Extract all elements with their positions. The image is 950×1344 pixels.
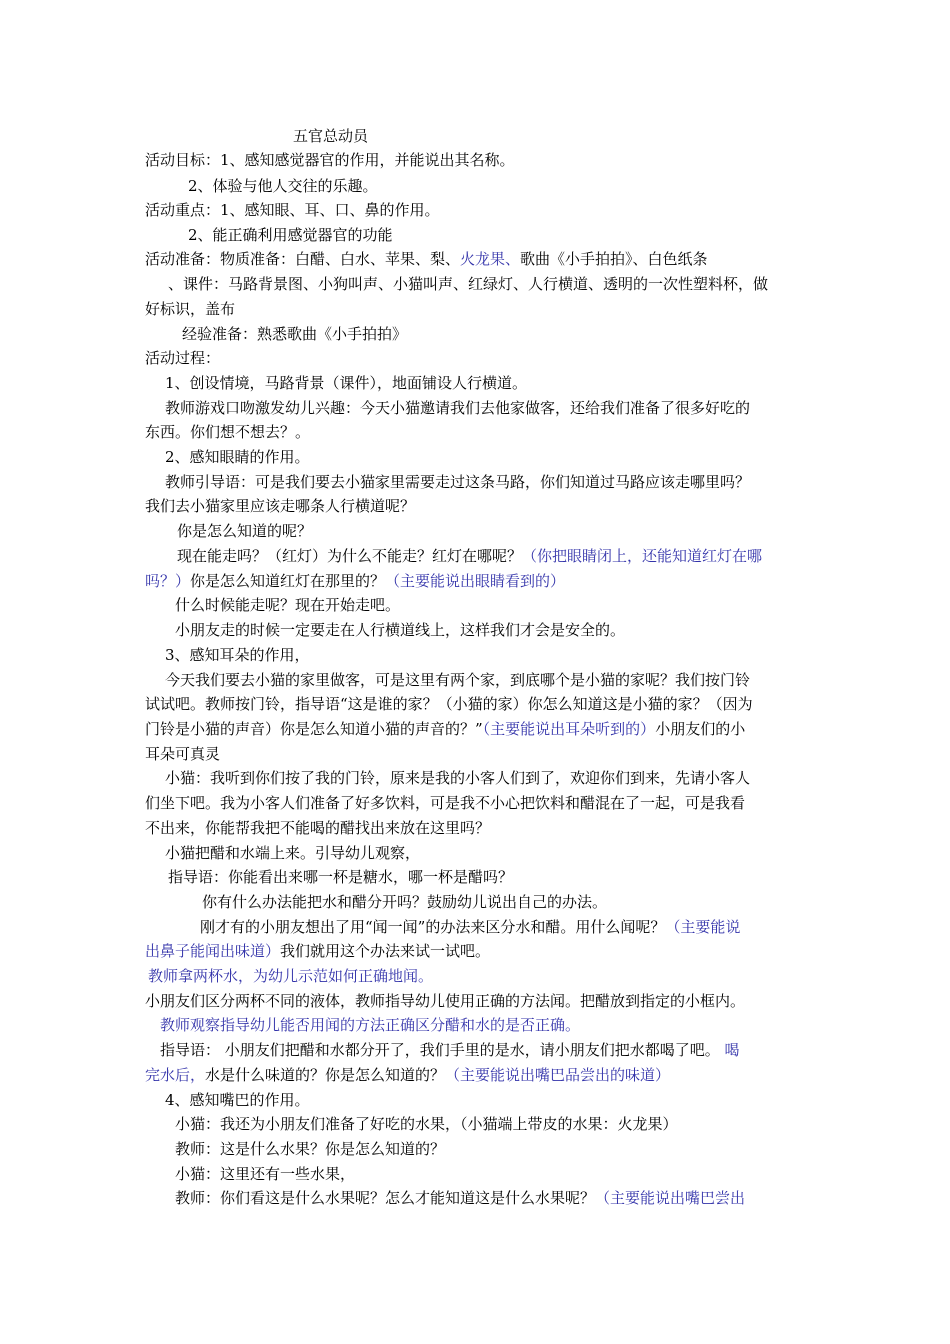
text-segment: 教师：这是什么水果？你是怎么知道的？ [175, 1140, 446, 1158]
highlighted-text: （主要能说 [665, 918, 741, 936]
document-title: 五官总动员 [293, 127, 369, 145]
text-segment: 活动准备：物质准备：白醋、白水、苹果、梨、 [145, 250, 461, 268]
text-segment: 2、感知眼睛的作用。 [165, 448, 310, 466]
text-line [177, 546, 762, 566]
text-line [182, 324, 407, 344]
text-segment: 活动重点：1、感知眼、耳、口、鼻的作用。 [145, 201, 440, 219]
text-line [145, 818, 490, 838]
text-segment: 经验准备：熟悉歌曲《小手拍拍》 [182, 325, 408, 343]
text-segment: 今天我们要去小猫的家里做客，可是这里有两个家，到底哪个是小猫的家呢？我们按门铃 [165, 671, 751, 689]
text-segment: 小朋友走的时候一定要走在人行横道线上，这样我们才会是安全的。 [175, 621, 626, 639]
highlighted-text: 教师观察指导幼儿能否用闻的方法正确区分醋和水的是否正确。 [160, 1016, 581, 1034]
text-line [175, 1139, 445, 1159]
text-segment: 1、创设情境，马路背景（课件），地面铺设人行横道。 [165, 374, 528, 392]
text-line [165, 1090, 310, 1110]
highlighted-text: （主要能说出眼睛看到的） [385, 572, 566, 590]
highlighted-text: 吗？） [145, 572, 191, 590]
text-segment: 教师游戏口吻激发幼儿兴趣：今天小猫邀请我们去他家做客，还给我们准备了很多好吃的 [165, 399, 751, 417]
text-segment: 2、体验与他人交往的乐趣。 [188, 177, 378, 195]
text-segment: 小朋友们区分两杯不同的液体，教师指导幼儿使用正确的方法闻。把醋放到指定的小框内。 [145, 992, 746, 1010]
text-line [148, 966, 433, 986]
text-line [165, 472, 750, 492]
text-line [145, 150, 515, 170]
text-segment: 活动目标：1、感知感觉器官的作用，并能说出其名称。 [145, 151, 515, 169]
text-segment: 门铃是小猫的声音）你是怎么知道小猫的声音的？” [145, 720, 483, 738]
highlighted-text: （主要能说出嘴巴尝出 [595, 1189, 746, 1207]
text-line [145, 694, 753, 714]
text-segment: 东西。你们想不想去？。 [145, 423, 311, 441]
text-segment: 活动过程： [145, 349, 221, 367]
text-line [145, 299, 235, 319]
text-line [165, 768, 750, 788]
text-line [175, 595, 400, 615]
text-line [200, 917, 740, 937]
text-segment: 教师引导语：可是我们要去小猫家里需要走过这条马路，你们知道过马路应该走哪里吗？ [165, 473, 751, 491]
text-line [165, 645, 310, 665]
text-segment: 2、能正确利用感觉器官的功能 [188, 226, 393, 244]
text-segment: 指导语：你能看出来哪一杯是糖水，哪一杯是醋吗？ [168, 868, 514, 886]
highlighted-text: 火龙果、 [460, 250, 521, 268]
text-line [202, 892, 607, 912]
highlighted-text: 教师拿两杯水，为幼儿示范如何正确地闻。 [148, 967, 434, 985]
text-segment: 什么时候能走呢？现在开始走吧。 [175, 596, 401, 614]
text-line [165, 373, 527, 393]
text-segment: 小猫把醋和水端上来。引导幼儿观察， [165, 844, 421, 862]
text-segment: 、课件：马路背景图、小狗叫声、小猫叫声、红绿灯、人行横道、透明的一次性塑料杯，做 [168, 275, 769, 293]
text-segment: 3、感知耳朵的作用， [165, 646, 310, 664]
highlighted-text: （主要能说出耳朵听到的） [482, 720, 656, 738]
text-line [145, 941, 490, 961]
text-segment: 耳朵可真灵 [145, 745, 221, 763]
text-line [175, 620, 625, 640]
text-line [188, 176, 378, 196]
text-segment: 教师：你们看这是什么水果呢？怎么才能知道这是什么水果呢？ [175, 1189, 596, 1207]
text-segment: 现在能走吗？（红灯）为什么不能走？红灯在哪呢？ [177, 547, 523, 565]
text-segment: 我们去小猫家里应该走哪条人行横道呢？ [145, 497, 416, 515]
text-line [145, 744, 220, 764]
text-line [160, 1040, 740, 1060]
text-segment: 小猫：我还为小朋友们准备了好吃的水果，（小猫端上带皮的水果：火龙果） [175, 1115, 678, 1133]
text-segment: 好标识，盖布 [145, 300, 236, 318]
text-line [145, 348, 220, 368]
text-line [145, 1065, 670, 1085]
text-line [188, 225, 393, 245]
text-line [165, 398, 750, 418]
text-segment: 不出来，你能帮我把不能喝的醋找出来放在这里吗？ [145, 819, 491, 837]
text-segment: 你是怎么知道红灯在那里的？ [190, 572, 386, 590]
highlighted-text: （你把眼睛闭上，还能知道红灯在哪 [522, 547, 763, 565]
text-line [145, 991, 745, 1011]
text-line [145, 793, 745, 813]
text-segment: 试试吧。教师按门铃，指导语“这是谁的家？（小猫的家）你怎么知道这是小猫的家？（因为 [145, 695, 753, 713]
text-line [145, 200, 440, 220]
text-segment: 指导语： 小朋友们把醋和水都分开了，我们手里的是水，请小朋友们把水都喝了吧。 [160, 1041, 725, 1059]
text-line [165, 670, 750, 690]
text-line [160, 1015, 580, 1035]
text-line [175, 1164, 355, 1184]
text-line [175, 1188, 745, 1208]
text-line [175, 1114, 678, 1134]
highlighted-text: 喝 [724, 1041, 740, 1059]
highlighted-text: 完水后， [145, 1066, 206, 1084]
text-segment: 小猫：我听到你们按了我的门铃，原来是我的小客人们到了，欢迎你们到来，先请小客人 [165, 769, 751, 787]
text-segment: 我们就用这个办法来试一试吧。 [280, 942, 491, 960]
text-segment: 歌曲《小手拍拍》、白色纸条 [520, 250, 708, 268]
highlighted-text: 出鼻子能闻出味道） [145, 942, 281, 960]
text-segment: 小猫：这里还有一些水果， [175, 1165, 356, 1183]
text-line [177, 521, 312, 541]
text-line [145, 571, 565, 591]
text-segment: 4、感知嘴巴的作用。 [165, 1091, 310, 1109]
text-segment: 们坐下吧。我为小客人们准备了好多饮料，可是我不小心把饮料和醋混在了一起，可是我看 [145, 794, 746, 812]
text-segment: 刚才有的小朋友想出了用“闻一闻”的办法来区分水和醋。用什么闻呢？ [200, 918, 666, 936]
text-line [168, 867, 513, 887]
text-segment: 你有什么办法能把水和醋分开吗？鼓励幼儿说出自己的办法。 [202, 893, 608, 911]
text-segment: 小朋友们的小 [655, 720, 746, 738]
text-segment: 水是什么味道的？你是怎么知道的？ [205, 1066, 446, 1084]
text-line [145, 719, 745, 739]
text-line [165, 447, 310, 467]
highlighted-text: （主要能说出嘴巴品尝出的味道） [445, 1066, 671, 1084]
text-line [145, 422, 310, 442]
text-line [165, 843, 420, 863]
text-line [145, 249, 708, 269]
text-line [145, 496, 415, 516]
text-segment: 你是怎么知道的呢？ [177, 522, 313, 540]
text-line [168, 274, 768, 294]
